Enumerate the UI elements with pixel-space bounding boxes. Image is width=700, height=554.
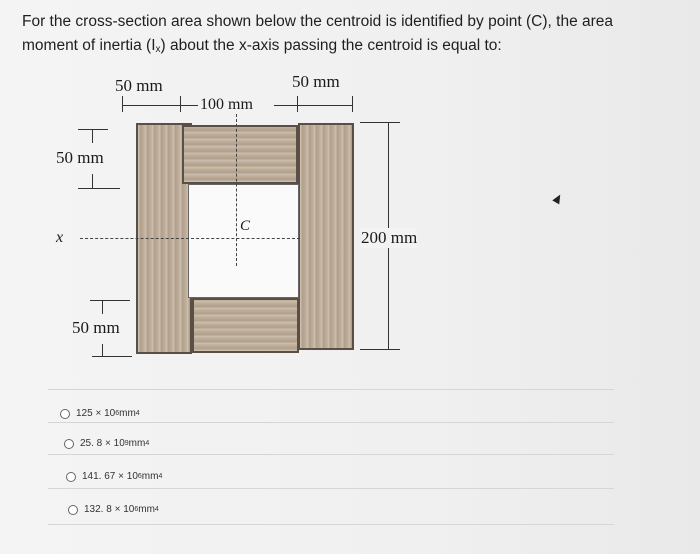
option-1[interactable] <box>60 408 140 419</box>
right-dimension: 200 mm <box>361 228 418 247</box>
radio-icon[interactable] <box>68 505 78 515</box>
right-dim-ext-bottom <box>360 349 400 350</box>
option-2-exp: 9 <box>124 440 129 447</box>
centroid-label: C <box>240 218 251 234</box>
question-text-pre: For the cross-section area shown below the centroid is identified by point (C), the area moment of inertia (I <box>22 13 614 54</box>
option-3-unit: mm <box>141 471 159 482</box>
right-flange <box>298 123 354 350</box>
question-subscript: x <box>155 44 161 55</box>
top-dim-tick-1 <box>122 96 123 112</box>
option-3-exp: 6 <box>137 473 142 480</box>
radio-icon[interactable] <box>60 409 70 419</box>
top-dim-tick-3 <box>297 96 298 112</box>
right-dim-ext-top <box>360 122 400 123</box>
divider-4 <box>48 488 614 489</box>
hollow-center <box>188 184 299 298</box>
top-dim-tick-2 <box>180 96 181 112</box>
radio-icon[interactable] <box>64 439 74 449</box>
option-1-unit: mm <box>119 408 136 419</box>
left-top-dim-ext-bottom <box>78 188 120 189</box>
left-top-dim-ext-top <box>78 129 108 130</box>
left-bottom-dim-arrow-down <box>102 344 103 356</box>
top-dim-line-right <box>274 105 352 106</box>
option-4-base: 132. 8 × 10 <box>84 504 135 515</box>
divider-2 <box>48 422 614 423</box>
option-2[interactable] <box>64 438 149 449</box>
centroid-vertical-axis <box>236 114 237 266</box>
option-3[interactable] <box>66 471 162 482</box>
mouse-cursor-icon <box>552 193 563 205</box>
option-1-unit-exp: 4 <box>135 410 140 417</box>
option-2-unit: mm <box>128 438 146 449</box>
bottom-web <box>192 298 299 353</box>
top-left-dimension: 50 mm <box>115 76 163 95</box>
top-right-dimension: 50 mm <box>292 72 340 91</box>
option-3-unit-exp: 4 <box>158 473 163 480</box>
left-top-dim-arrow-down <box>92 174 93 188</box>
option-1-base: 125 × 10 <box>76 408 116 419</box>
divider-1 <box>48 389 614 390</box>
option-2-unit-exp: 4 <box>145 440 150 447</box>
divider-3 <box>48 454 614 455</box>
option-4-unit-exp: 4 <box>154 506 159 513</box>
left-bottom-dim-ext-bottom <box>92 356 132 357</box>
top-dim-tick-4 <box>352 96 353 112</box>
left-top-dimension: 50 mm <box>56 148 104 167</box>
left-bottom-dimension: 50 mm <box>72 318 120 337</box>
option-4-unit: mm <box>138 504 155 515</box>
option-1-exp: 6 <box>115 410 120 417</box>
top-dim-line-left <box>122 105 198 106</box>
x-axis-label: x <box>56 229 64 246</box>
question-text-post: ) about the x-axis passing the centroid is equal to: <box>160 37 502 54</box>
x-axis-line <box>80 238 300 239</box>
option-3-base: 141. 67 × 10 <box>82 471 138 482</box>
divider-5 <box>48 524 614 525</box>
option-4-exp: 6 <box>134 506 139 513</box>
option-4[interactable] <box>68 504 159 515</box>
left-bottom-dim-arrow-up <box>102 300 103 314</box>
top-web <box>182 125 298 184</box>
radio-icon[interactable] <box>66 472 76 482</box>
left-top-dim-arrow-up <box>92 129 93 143</box>
top-middle-dimension: 100 mm <box>200 96 253 113</box>
left-bottom-dim-ext-top <box>90 300 130 301</box>
option-2-base: 25. 8 × 10 <box>80 438 125 449</box>
